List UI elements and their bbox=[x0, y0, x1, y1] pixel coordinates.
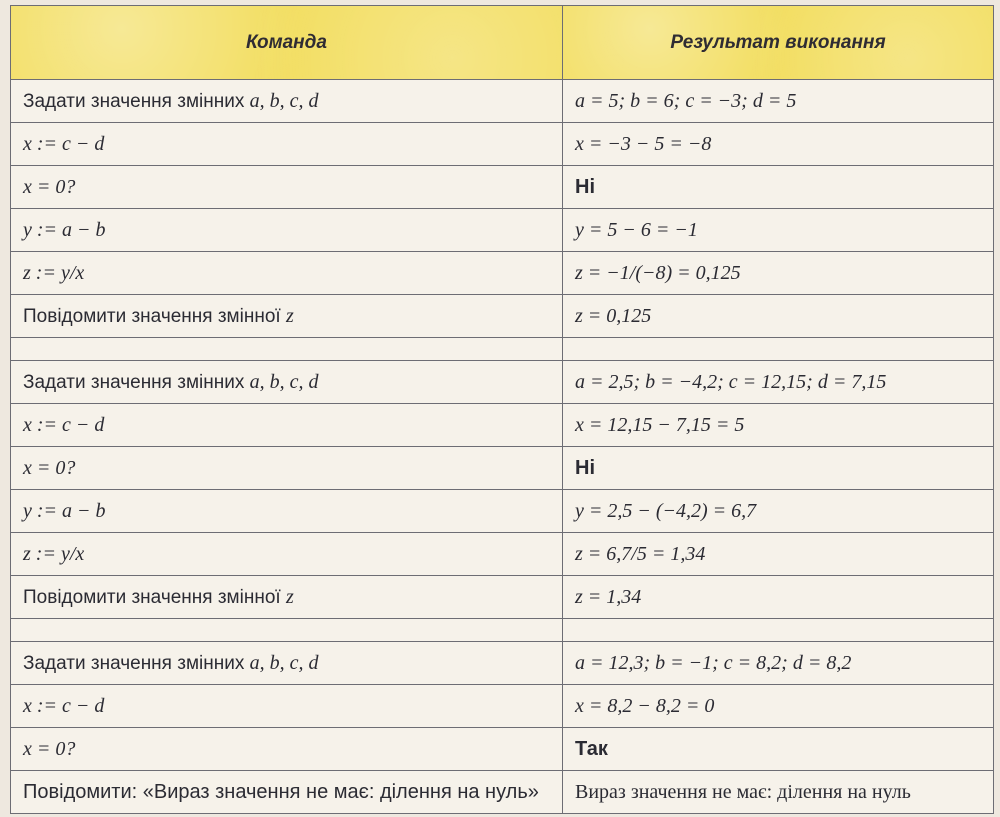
table-gap-row bbox=[11, 619, 994, 642]
command-cell: x := c − d bbox=[11, 685, 563, 728]
command-cell: x = 0? bbox=[11, 728, 563, 771]
result-cell: Ні bbox=[563, 166, 994, 209]
result-cell: x = 12,15 − 7,15 = 5 bbox=[563, 404, 994, 447]
table-header-row bbox=[11, 6, 994, 80]
result-cell: Ні bbox=[563, 447, 994, 490]
command-cell: x = 0? bbox=[11, 166, 563, 209]
header-command: Команда bbox=[11, 6, 563, 80]
table-row bbox=[11, 642, 994, 685]
command-cell: z := y/x bbox=[11, 533, 563, 576]
header-result: Результат виконання bbox=[563, 6, 994, 80]
table-row bbox=[11, 295, 994, 338]
command-text: Повідомити значення змінної bbox=[23, 305, 286, 327]
result-cell: y = 2,5 − (−4,2) = 6,7 bbox=[563, 490, 994, 533]
command-vars: z bbox=[285, 304, 294, 327]
table-row bbox=[11, 252, 994, 295]
algorithm-trace-table bbox=[10, 5, 994, 814]
table-row bbox=[11, 80, 994, 123]
table-row bbox=[11, 123, 994, 166]
command-text: Задати значення змінних bbox=[23, 90, 250, 112]
result-cell: a = 5; b = 6; c = −3; d = 5 bbox=[563, 80, 994, 123]
result-cell: z = 1,34 bbox=[563, 576, 994, 619]
result-cell: Так bbox=[563, 728, 994, 771]
table-row bbox=[11, 685, 994, 728]
command-cell bbox=[11, 295, 563, 338]
result-cell: x = 8,2 − 8,2 = 0 bbox=[563, 685, 994, 728]
command-cell: x := c − d bbox=[11, 123, 563, 166]
command-cell: Повідомити: «Вираз значення не має: ділення на нуль» bbox=[11, 771, 563, 814]
command-cell: z := y/x bbox=[11, 252, 563, 295]
result-cell: a = 2,5; b = −4,2; c = 12,15; d = 7,15 bbox=[563, 361, 994, 404]
command-vars: z bbox=[285, 585, 294, 608]
command-cell bbox=[11, 80, 563, 123]
command-cell bbox=[11, 576, 563, 619]
result-cell: y = 5 − 6 = −1 bbox=[563, 209, 994, 252]
table-row bbox=[11, 490, 994, 533]
table-row bbox=[11, 576, 994, 619]
command-cell bbox=[11, 361, 563, 404]
command-cell: x = 0? bbox=[11, 447, 563, 490]
table-row bbox=[11, 209, 994, 252]
table-row bbox=[11, 447, 994, 490]
result-cell: Вираз значення не має: ділення на нуль bbox=[563, 771, 994, 814]
command-text: Повідомити значення змінної bbox=[23, 586, 286, 608]
table-gap-row bbox=[11, 338, 994, 361]
table-row bbox=[11, 361, 994, 404]
result-cell: x = −3 − 5 = −8 bbox=[563, 123, 994, 166]
table-row bbox=[11, 404, 994, 447]
table-row bbox=[11, 728, 994, 771]
command-text: Задати значення змінних bbox=[23, 652, 250, 674]
table-row bbox=[11, 771, 994, 814]
result-cell: z = 0,125 bbox=[563, 295, 994, 338]
command-cell: y := a − b bbox=[11, 209, 563, 252]
table-row bbox=[11, 533, 994, 576]
command-vars: a, b, c, d bbox=[249, 651, 319, 674]
table-row bbox=[11, 166, 994, 209]
command-text: Задати значення змінних bbox=[23, 371, 250, 393]
result-cell: z = 6,7/5 = 1,34 bbox=[563, 533, 994, 576]
command-vars: a, b, c, d bbox=[249, 89, 319, 112]
command-cell: y := a − b bbox=[11, 490, 563, 533]
result-cell: a = 12,3; b = −1; c = 8,2; d = 8,2 bbox=[563, 642, 994, 685]
command-cell: x := c − d bbox=[11, 404, 563, 447]
command-cell bbox=[11, 642, 563, 685]
command-vars: a, b, c, d bbox=[249, 370, 319, 393]
result-cell: z = −1/(−8) = 0,125 bbox=[563, 252, 994, 295]
